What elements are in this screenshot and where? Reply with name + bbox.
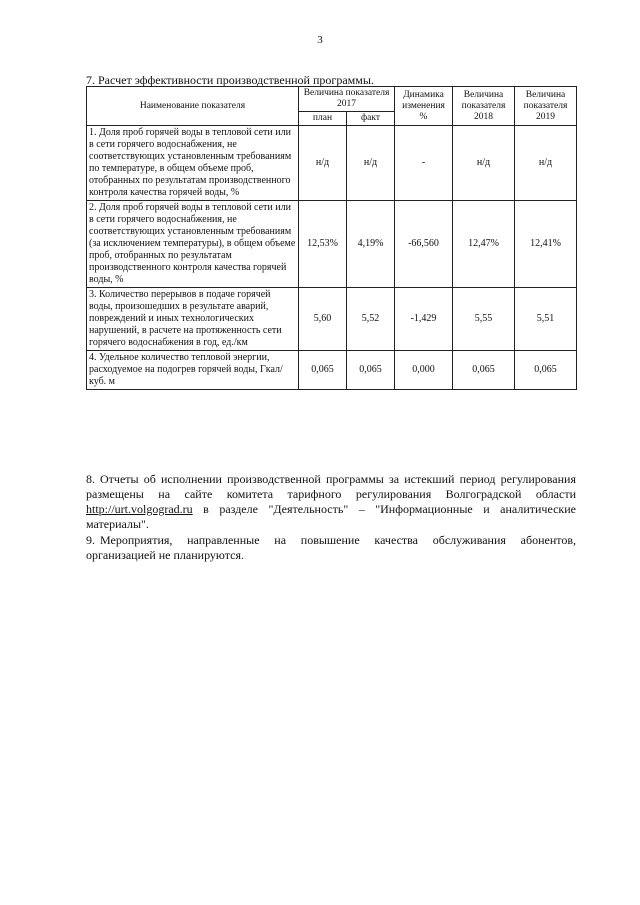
indicator-name: 1. Доля проб горячей воды в тепловой сети или в сети горячего водоснабжения, не соответствующих установленным требованиям по температуре, в общем объеме проб, отобранных по результатам производственного контроля качества горячей воды, % [87, 126, 299, 201]
paragraph-reports [86, 472, 576, 532]
value-2018: н/д [453, 126, 515, 201]
value-2019: 5,51 [515, 288, 577, 351]
dynamics-value: 0,000 [395, 351, 453, 390]
efficiency-table [86, 86, 577, 390]
paragraph-text: Отчеты об исполнении производственной программы за истекший период регулирования размещены на сайте комитета тарифного регулирования Волгоградской области [86, 472, 576, 501]
website-link[interactable]: http://urt.volgograd.ru [86, 502, 193, 516]
paragraph-measures [86, 533, 576, 563]
fact-value: 4,19% [347, 201, 395, 288]
value-2018: 12,47% [453, 201, 515, 288]
fact-value: н/д [347, 126, 395, 201]
page-number: 3 [317, 34, 323, 46]
header-fact: факт [347, 112, 395, 126]
indicator-name: 4. Удельное количество тепловой энергии, расходуемое на подогрев горячей воды, Гкал/куб. м [87, 351, 299, 390]
table-row [87, 351, 577, 390]
header-dynamics: Динамика изменения % [395, 87, 453, 126]
header-value-2017: Величина показателя 2017 [299, 87, 395, 112]
section-title: 7. Расчет эффективности производственной программы. [86, 73, 374, 87]
value-2018: 0,065 [453, 351, 515, 390]
plan-value: 0,065 [299, 351, 347, 390]
table-row [87, 126, 577, 201]
plan-value: 5,60 [299, 288, 347, 351]
indicator-name: 3. Количество перерывов в подаче горячей воды, произошедших в результате аварий, повреждений и иных технологических нарушений, в расчете на протяженность сети горячего водоснабжения в год, ед./км [87, 288, 299, 351]
paragraph-number: 8. [86, 472, 95, 486]
value-2019: 0,065 [515, 351, 577, 390]
fact-value: 0,065 [347, 351, 395, 390]
table-row [87, 288, 577, 351]
dynamics-value: - [395, 126, 453, 201]
header-value-2019: Величина показателя 2019 [515, 87, 577, 126]
plan-value: 12,53% [299, 201, 347, 288]
paragraph-text: Мероприятия, направленные на повышение качества обслуживания абонентов, организацией не планируются. [86, 533, 576, 562]
header-value-2018: Величина показателя 2018 [453, 87, 515, 126]
value-2019: н/д [515, 126, 577, 201]
fact-value: 5,52 [347, 288, 395, 351]
value-2018: 5,55 [453, 288, 515, 351]
dynamics-value: -66,560 [395, 201, 453, 288]
paragraph-number: 9. [86, 533, 95, 547]
plan-value: н/д [299, 126, 347, 201]
indicator-name: 2. Доля проб горячей воды в тепловой сети или в сети горячего водоснабжения, не соответствующих установленным требованиям (за исключением температуры), в общем объеме проб, отобранных по результатам производственного контроля качества горячей воды, % [87, 201, 299, 288]
table-header-row [87, 87, 577, 112]
dynamics-value: -1,429 [395, 288, 453, 351]
header-name: Наименование показателя [87, 87, 299, 126]
header-plan: план [299, 112, 347, 126]
paragraph-text: в разделе "Деятельность" – "Информационные и аналитические материалы". [86, 502, 576, 531]
value-2019: 12,41% [515, 201, 577, 288]
table-row [87, 201, 577, 288]
